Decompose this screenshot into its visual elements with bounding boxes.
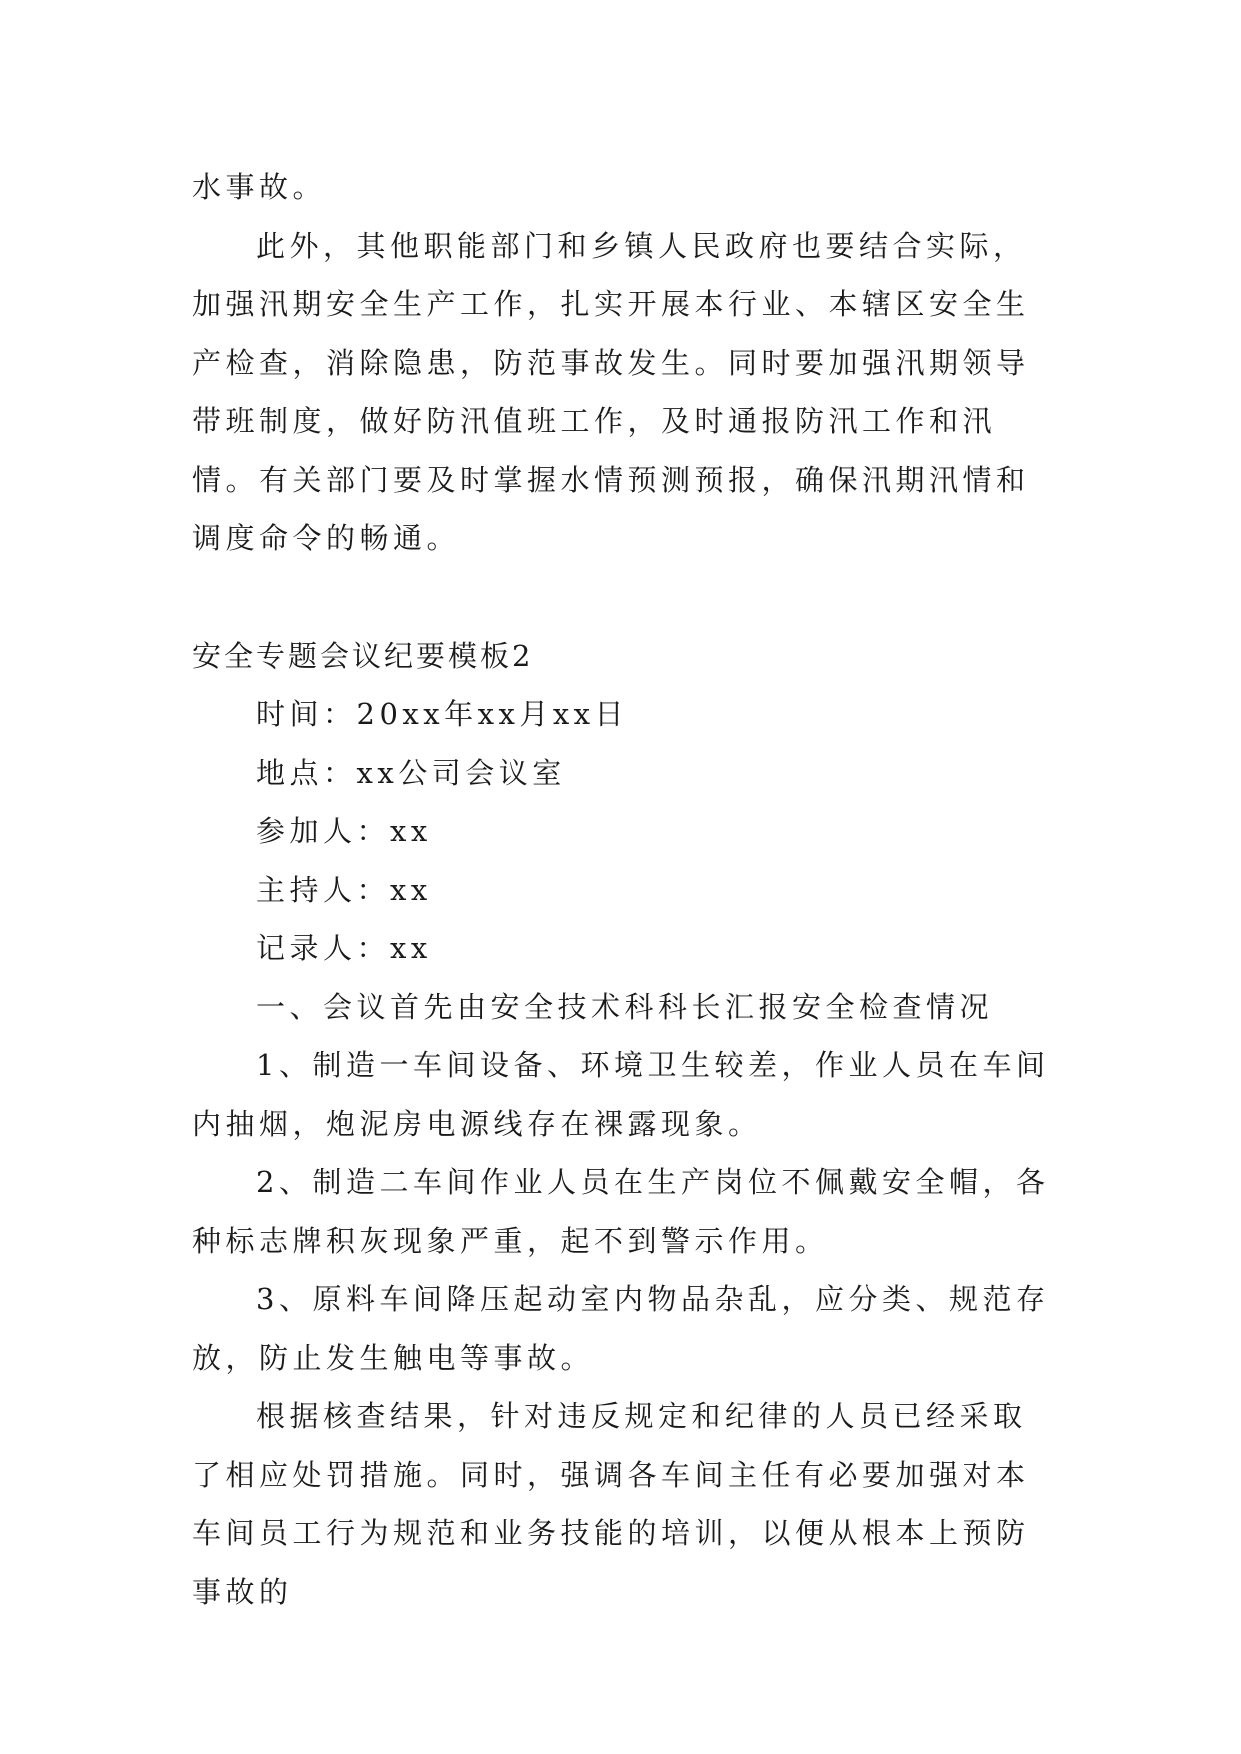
paragraph-continuation: 水事故。 [192, 170, 327, 204]
inspection-item-1: 1、制造一车间设备、环境卫生较差，作业人员在车间内抽烟，炮泥房电源线存在裸露现象。 [192, 1048, 1050, 1141]
agenda-item-intro: 一、会议首先由安全技术科科长汇报安全检查情况 [256, 989, 994, 1024]
inspection-item-2: 2、制造二车间作业人员在生产岗位不佩戴安全帽，各种标志牌积灰现象严重，起不到警示作用。 [192, 1165, 1050, 1258]
meeting-time: 时间：20xx年xx月xx日 [256, 697, 629, 731]
document-body [192, 158, 1056, 1621]
meeting-location: 地点：xx公司会议室 [256, 755, 566, 790]
paragraph-conclusion: 根据核查结果，针对违反规定和纪律的人员已经采取了相应处罚措施。同时，强调各车间主任有必要加强对本车间员工行为规范和业务技能的培训，以便从根本上预防事故的 [192, 1399, 1030, 1609]
paragraph-flood-safety: 此外，其他职能部门和乡镇人民政府也要结合实际，加强汛期安全生产工作，扎实开展本行业、本辖区安全生产检查，消除隐患，防范事故发生。同时要加强汛期领导带班制度，做好防汛值班工作，及时通报防汛工作和汛情。有关部门要及时掌握水情预测预报，确保汛期汛情和调度命令的畅通。 [192, 228, 1030, 555]
meeting-host: 主持人：xx [256, 872, 432, 907]
meeting-participants: 参加人：xx [256, 814, 432, 848]
inspection-item-3: 3、原料车间降压起动室内物品杂乱，应分类、规范存放，防止发生触电等事故。 [192, 1282, 1050, 1375]
meeting-recorder: 记录人：xx [256, 931, 432, 965]
section-title: 安全专题会议纪要模板2 [192, 638, 534, 673]
